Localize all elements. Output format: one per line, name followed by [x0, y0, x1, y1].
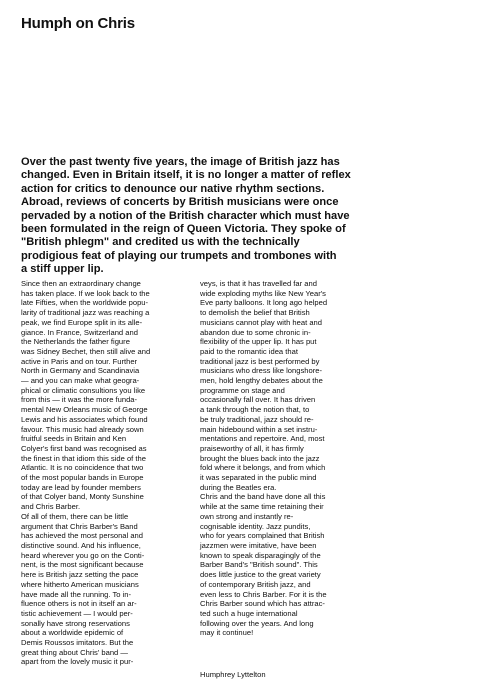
lead-line: prodigious feat of playing our trumpets and trombones with — [21, 249, 337, 262]
body-column-left — [21, 279, 191, 667]
lead-line: Abroad, reviews of concerts by British musicians were once — [21, 196, 339, 209]
body-line: it was separated in the public mind — [200, 473, 317, 483]
body-line: giance. In France, Switzerland and — [21, 327, 138, 337]
body-line: tistic achievement — I would per- — [21, 608, 133, 618]
body-line: phical or climatic consultions you like — [21, 385, 146, 395]
body-line: from this — it was the more funda- — [21, 395, 138, 405]
body-line: great thing about Chris' band — — [21, 647, 128, 657]
body-line: a tank through the notion that, to — [200, 405, 310, 415]
body-line: favour. This music had already sown — [21, 424, 144, 434]
body-line: wide exploding myths like New Year's — [200, 288, 326, 298]
body-line: Colyer's first band was recognised as — [21, 443, 147, 453]
body-line: of that Colyer band, Monty Sunshine — [21, 492, 144, 502]
lead-line: action for critics to denounce our native rhythm sections. — [21, 182, 325, 195]
body-line: flexibility of the upper lip. It has put — [200, 337, 317, 347]
body-line: Lewis and his associates which found — [21, 414, 148, 424]
body-line: may it continue! — [200, 628, 254, 638]
body-line: fold where it belongs, and from which — [200, 463, 326, 473]
body-line: Chris Barber sound which has attrac- — [200, 599, 325, 609]
body-line: about a worldwide epidemic of — [21, 628, 124, 638]
body-line: sonally have strong reservations — [21, 618, 130, 628]
body-line: heard wherever you go on the Conti- — [21, 550, 145, 560]
body-line: Chris and the band have done all this — [200, 492, 326, 502]
body-line: during the Beatles era. — [200, 482, 277, 492]
body-line: apart from the lovely music it pur- — [21, 657, 134, 667]
body-line: peak, we find Europe split in its alle- — [21, 317, 143, 327]
body-line: known to speak disparagingly of the — [200, 550, 321, 560]
body-line: Eve party balloons. It long ago helped — [200, 298, 328, 308]
body-line: — and you can make what geogra- — [21, 376, 140, 386]
body-line: of contemporary British jazz, and — [200, 579, 311, 589]
lead-line: been formulated in the reign of Queen Victoria. They spoke of — [21, 223, 346, 236]
body-line: mentations and repertoire. And, most — [200, 434, 325, 444]
body-line: own strong and instantly re- — [200, 511, 294, 521]
body-line: to demolish the belief that British — [200, 308, 310, 318]
body-line: larity of traditional jazz was reaching a — [21, 308, 150, 318]
author-signature: Humphrey Lyttelton — [200, 670, 266, 679]
body-line: praiseworthy of all, it has firmly — [200, 443, 304, 453]
body-line: distinctive sound. And his influence, — [21, 540, 141, 550]
body-line: fruitful seeds in Britain and Ken — [21, 434, 127, 444]
body-line: where hitherto American musicians — [21, 579, 139, 589]
body-line: even less to Chris Barber. For it is the — [200, 589, 327, 599]
body-line: have made all the running. To in- — [21, 589, 132, 599]
body-line: following over the years. And long — [200, 618, 314, 628]
body-line: nent, is the most significant because — [21, 560, 144, 570]
body-line: occasionally fall over. It has driven — [200, 395, 316, 405]
body-line: paid to the romantic idea that — [200, 346, 298, 356]
body-line: musicians who dress like longshore- — [200, 366, 322, 376]
body-line: of the most popular bands in Europe — [21, 473, 144, 483]
lead-paragraph — [21, 156, 461, 277]
body-line: does little justice to the great variety — [200, 570, 321, 580]
body-line: North in Germany and Scandinavia — [21, 366, 140, 376]
body-line: abandon due to some chronic in- — [200, 327, 311, 337]
body-line: musicians cannot play with heat and — [200, 317, 322, 327]
body-line: men, hold lengthy debates about the — [200, 376, 323, 386]
body-line: fluence others is not in itself an ar- — [21, 599, 137, 609]
body-line: today are lead by founder members — [21, 482, 141, 492]
body-line: cognisable identity. Jazz pundits, — [200, 521, 311, 531]
lead-line: pervaded by a notion of the British character which must have — [21, 209, 350, 222]
body-line: the finest in that idiom this side of the — [21, 453, 146, 463]
body-line: jazzmen were imitative, have been — [200, 540, 317, 550]
body-line: mental New Orleans music of George — [21, 405, 148, 415]
body-line: veys, is that it has travelled far and — [200, 279, 317, 288]
lead-line: "British phlegm" and credited us with the technically — [21, 236, 300, 249]
lead-line: Over the past twenty five years, the image of British jazz has — [21, 156, 340, 168]
body-line: late Fifties, when the worldwide popu- — [21, 298, 149, 308]
body-line: and Chris Barber. — [21, 502, 81, 512]
body-line: Barber Band's "British sound". This — [200, 560, 318, 570]
body-line: traditional jazz is best performed by — [200, 356, 320, 366]
body-line: ted such a huge international — [200, 608, 298, 618]
article-title: Humph on Chris — [21, 15, 135, 32]
body-line: has achieved the most personal and — [21, 531, 144, 541]
body-line: Atlantic. It is no coincidence that two — [21, 463, 144, 473]
body-line: active in Paris and on tour. Further — [21, 356, 138, 366]
lead-line: changed. Even in Britain itself, it is no longer a matter of reflex — [21, 169, 351, 182]
body-line: while at the same time retaining their — [200, 502, 324, 512]
body-line: be truly traditional, jazz should re- — [200, 414, 314, 424]
body-line: main hidebound within a set instru- — [200, 424, 318, 434]
body-line: brought the blues back into the jazz — [200, 453, 320, 463]
body-line: programme on stage and — [200, 385, 285, 395]
body-line: Since then an extraordinary change — [21, 279, 141, 288]
body-line: has taken place. If we look back to the — [21, 288, 150, 298]
lead-line: a stiff upper lip. — [21, 263, 104, 276]
body-line: argument that Chris Barber's Band — [21, 521, 138, 531]
body-line: Of all of them, there can be little — [21, 511, 129, 521]
body-line: the Netherlands the father figure — [21, 337, 130, 347]
body-line: who for years complained that British — [200, 531, 325, 541]
body-line: was Sidney Bechet, then still alive and — [21, 346, 151, 356]
body-column-right — [200, 279, 375, 638]
body-line: Demis Roussos imitators. But the — [21, 638, 134, 648]
body-line: here is British jazz setting the pace — [21, 570, 139, 580]
